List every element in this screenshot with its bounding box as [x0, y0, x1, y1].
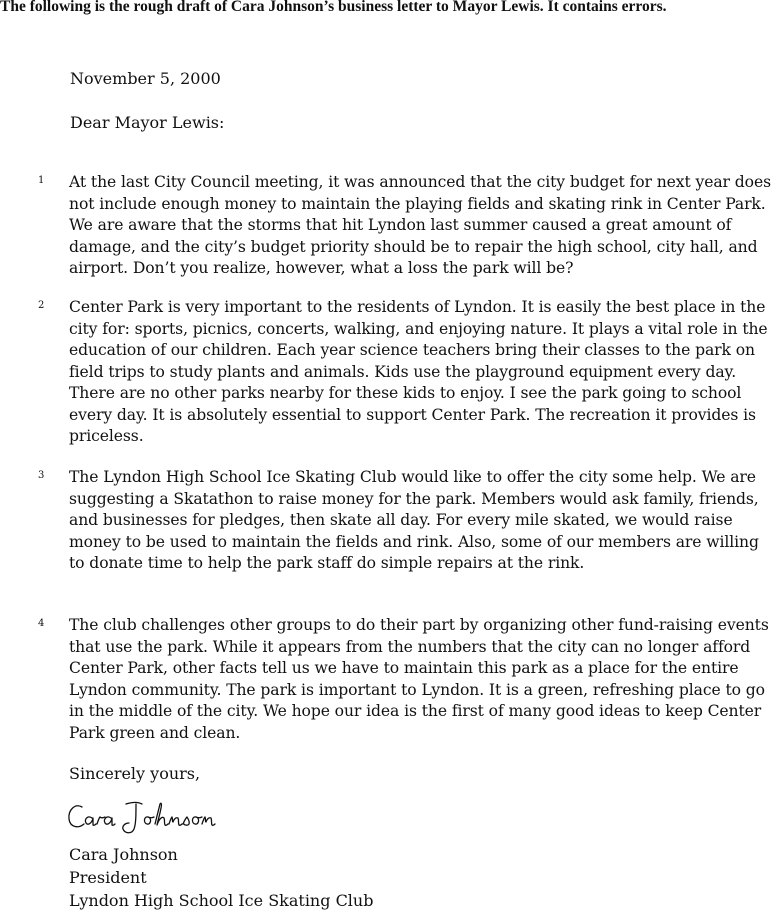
paragraph-number: 4	[38, 618, 45, 629]
paragraph-text: The Lyndon High School Ice Skating Club would like to offer the city some help. We are suggesting a Skatathon to raise money for the park. Members would ask family, friends, and businesses for pledges, then skate all day. For every mile skated, we would raise money to be used to maintain the fields and rink. Also, some of our members are willing to donate time to help the park staff do simple repairs at the rink.	[69, 468, 759, 572]
sender-organization: Lyndon High School Ice Skating Club	[69, 891, 374, 910]
paragraph-2	[38, 297, 773, 448]
paragraph-number: 1	[38, 175, 45, 186]
paragraph-3	[38, 467, 773, 575]
paragraph-1	[38, 172, 773, 280]
paragraph-4	[38, 615, 773, 744]
paragraph-text: At the last City Council meeting, it was announced that the city budget for next year does not include enough money to maintain the playing fields and skating rink in Center Park. We are aware that the storms that hit Lyndon last summer caused a great amount of damage, and the city’s budget priority should be to repair the high school, city hall, and airport. Don’t you realize, however, what a loss the park will be?	[69, 173, 771, 277]
sender-title: President	[69, 868, 147, 887]
letter-date: November 5, 2000	[70, 69, 221, 88]
letter-closing: Sincerely yours,	[69, 764, 201, 783]
handwritten-signature	[66, 798, 216, 836]
paragraph-number: 3	[38, 470, 45, 481]
paragraph-text: Center Park is very important to the residents of Lyndon. It is easily the best place in the city for: sports, picnics, concerts, walking, and enjoying nature. It plays a vital role in the education of our children. Each year science teachers bring their classes to the park on field trips to study plants and animals. Kids use the playground equipment every day. There are no other parks nearby for these kids to enjoy. I see the park going to school every day. It is absolutely essential to support Center Park. The recreation it provides is priceless.	[69, 298, 768, 445]
letter-salutation: Dear Mayor Lewis:	[70, 113, 225, 132]
signature-block	[69, 843, 373, 912]
sender-name: Cara Johnson	[69, 845, 178, 864]
paragraph-number: 2	[38, 300, 45, 311]
intro-note: The following is the rough draft of Cara Johnson’s business letter to Mayor Lewis. It contains errors.	[0, 0, 667, 15]
paragraph-text: The club challenges other groups to do their part by organizing other fund-raising events that use the park. While it appears from the numbers that the city can no longer afford Center Park, other facts tell us we have to maintain this park as a place for the entire Lyndon community. The park is important to Lyndon. It is a green, refreshing place to go in the middle of the city. We hope our idea is the first of many good ideas to keep Center Park green and clean.	[69, 616, 769, 742]
